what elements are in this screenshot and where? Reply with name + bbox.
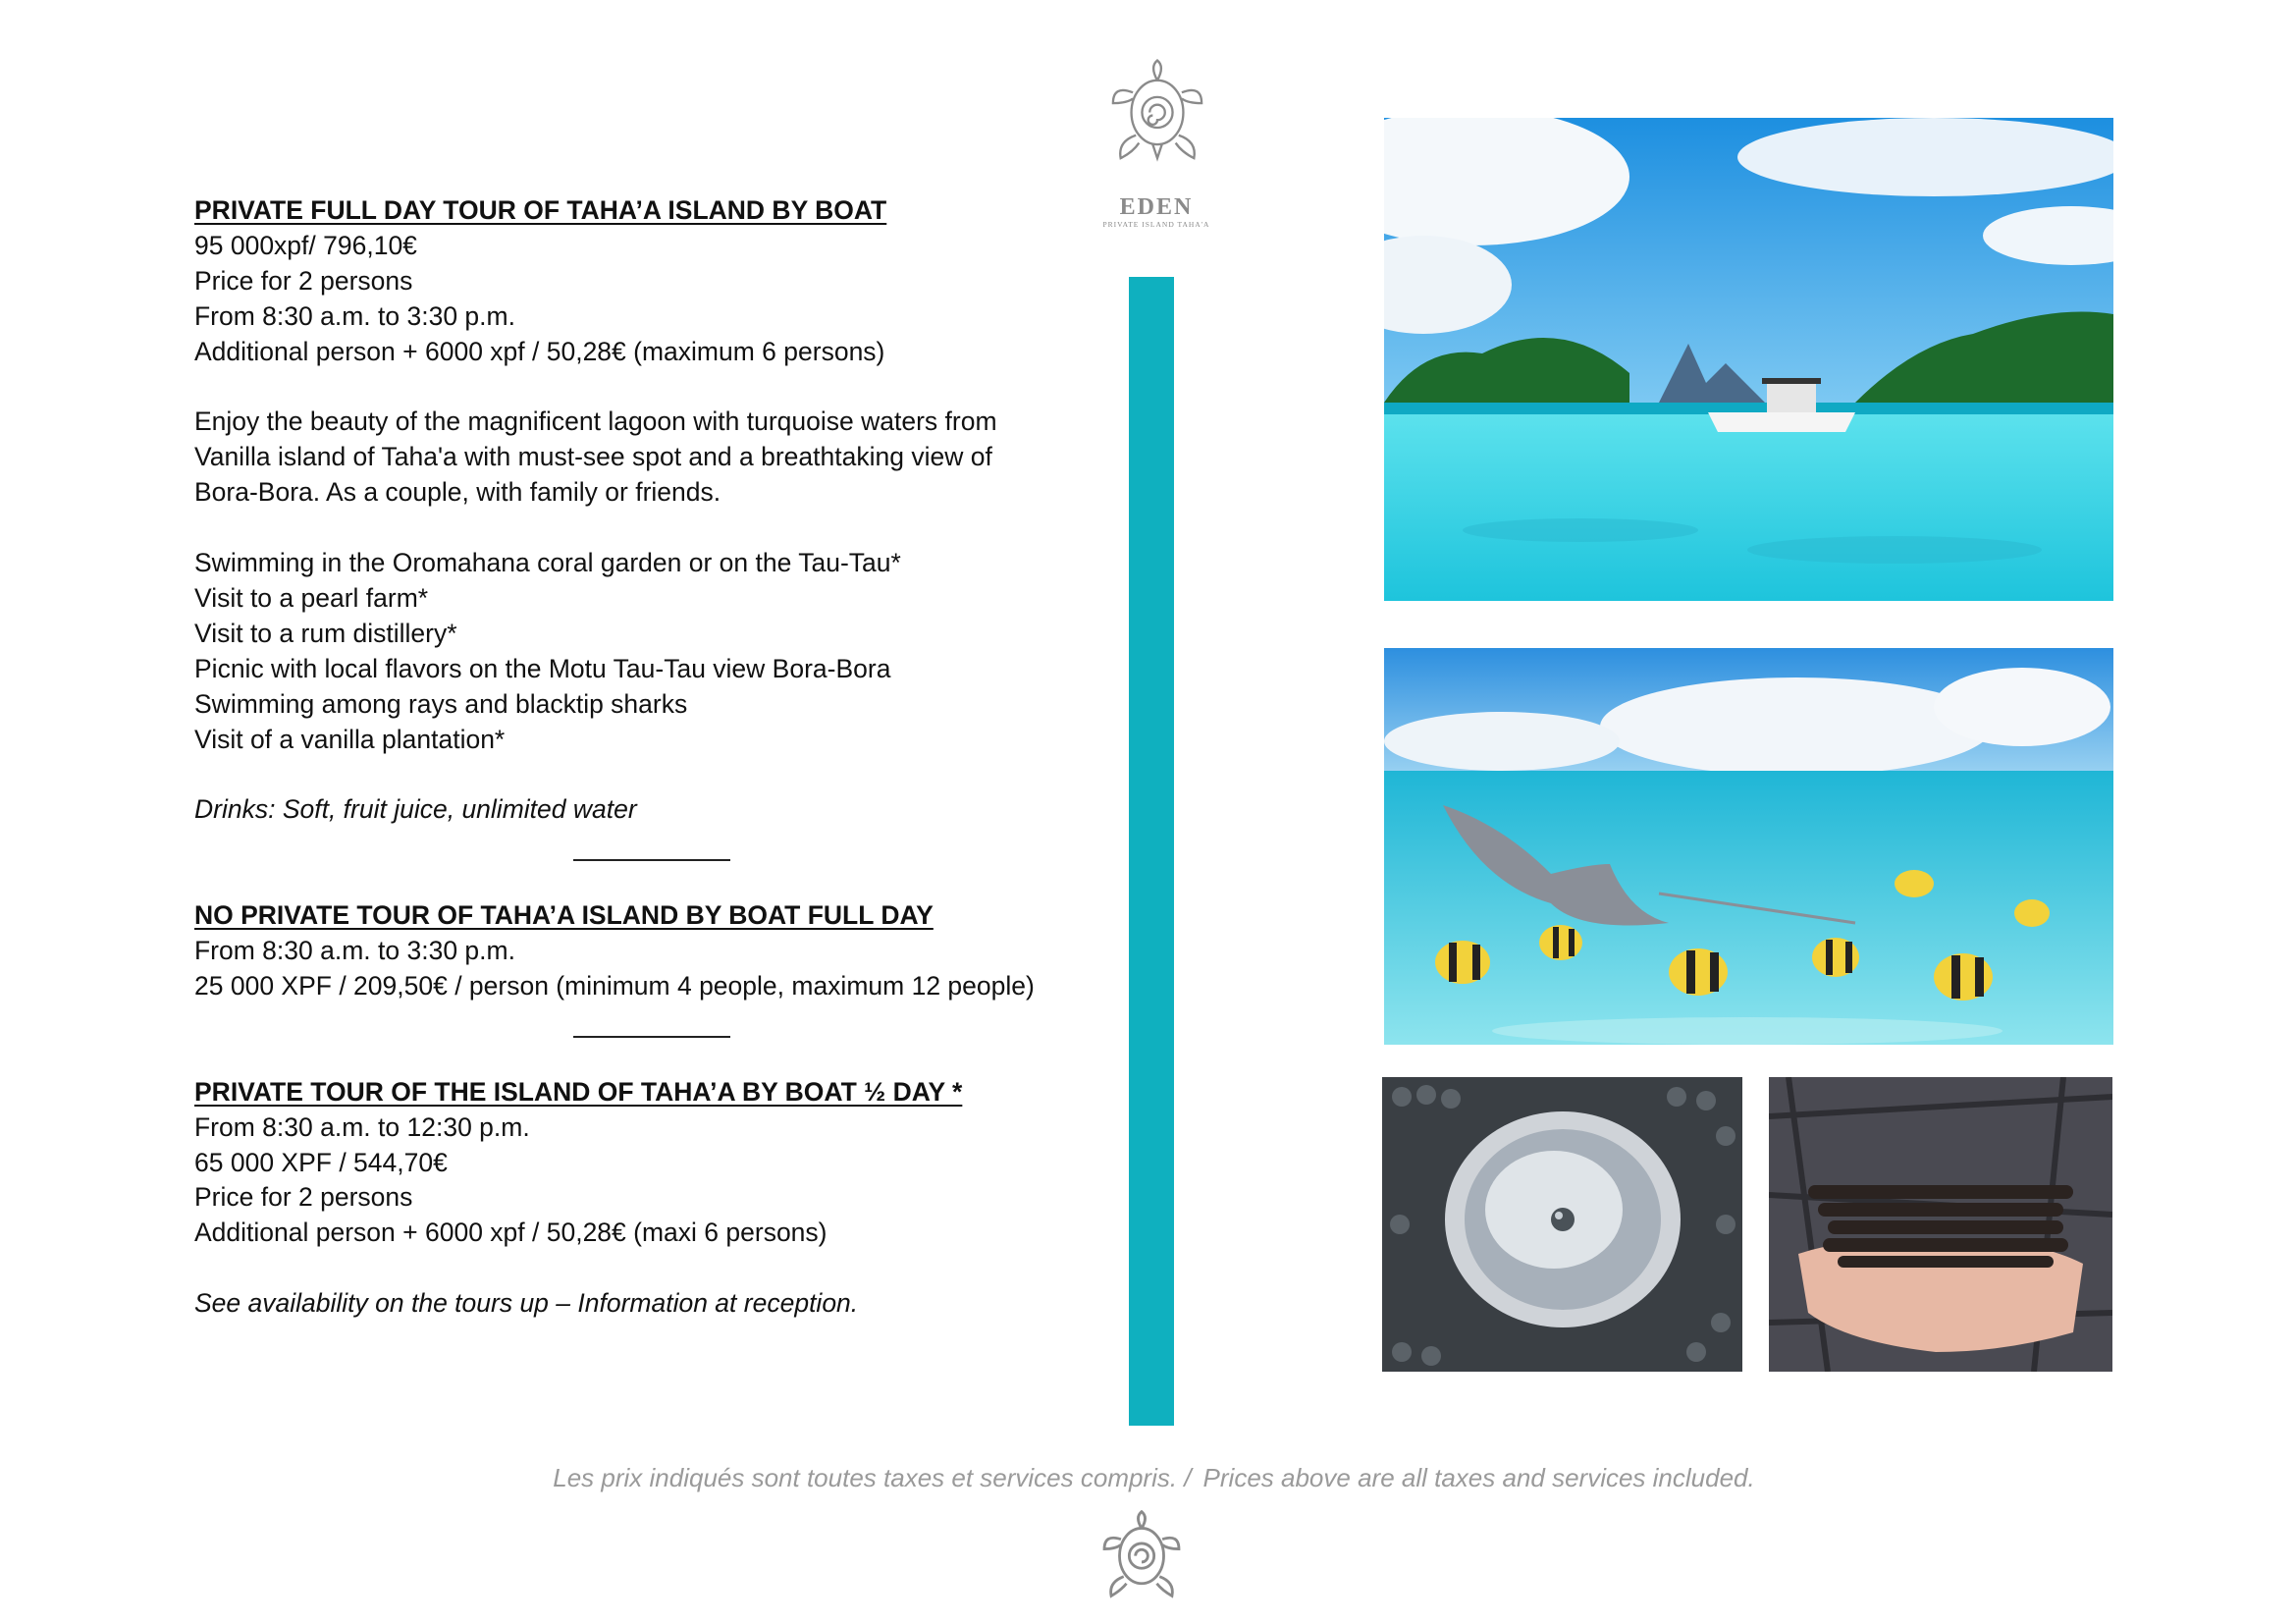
brand-subtitle: PRIVATE ISLAND TAHA'A (1102, 220, 1210, 229)
tour-full-day-title: PRIVATE FULL DAY TOUR OF TAHA’A ISLAND BY BOAT (194, 195, 887, 225)
turtle-logo-small-icon (1097, 1510, 1186, 1604)
description-line: Bora-Bora. As a couple, with family or friends. (194, 477, 721, 508)
tour-full-day-hours: From 8:30 a.m. to 3:30 p.m. (194, 300, 515, 331)
tour-half-day-additional: Additional person + 6000 xpf / 50,28€ (maxi 6 persons) (194, 1218, 828, 1248)
disclaimer-english: Prices above are all taxes and services included. (1202, 1463, 1755, 1492)
tour-half-day-price-for: Price for 2 persons (194, 1182, 413, 1213)
activity-item: Swimming among rays and blacktip sharks (194, 688, 688, 719)
section-separator (573, 1004, 730, 1038)
description-line: Vanilla island of Taha'a with must-see spot and a breathtaking view of (194, 442, 992, 472)
description-line: Enjoy the beauty of the magnificent lagoon with turquoise waters from (194, 406, 997, 437)
section-separator (573, 828, 730, 861)
lagoon-boat-photo (1384, 118, 2113, 601)
activity-item: Picnic with local flavors on the Motu Tau-Tau view Bora-Bora (194, 653, 891, 683)
availability-note: See availability on the tours up – Information at reception. (194, 1288, 859, 1319)
disclaimer-french: Les prix indiqués sont toutes taxes et services compris. / (553, 1463, 1192, 1492)
tour-shared-hours: From 8:30 a.m. to 3:30 p.m. (194, 936, 515, 966)
activity-item: Visit to a pearl farm* (194, 582, 429, 613)
tours-text (194, 193, 1078, 1322)
brand-name: EDEN (1119, 194, 1194, 220)
activity-item: Swimming in the Oromahana coral garden or on the Tau-Tau* (194, 548, 901, 578)
activity-item: Visit to a rum distillery* (194, 618, 457, 648)
tour-full-day-price-for: Price for 2 persons (194, 265, 413, 296)
price-disclaimer (0, 1463, 2296, 1493)
activity-item: Visit of a vanilla plantation* (194, 724, 506, 754)
vanilla-pods-photo (1769, 1077, 2112, 1372)
tour-full-day-price: 95 000xpf/ 796,10€ (194, 230, 417, 260)
tour-shared-title: NO PRIVATE TOUR OF TAHA’A ISLAND BY BOAT FULL DAY (194, 900, 934, 931)
accent-divider-bar (1129, 277, 1174, 1426)
stingray-fish-photo (1384, 648, 2113, 1045)
drinks-note: Drinks: Soft, fruit juice, unlimited water (194, 794, 637, 825)
tour-half-day-title: PRIVATE TOUR OF THE ISLAND OF TAHA’A BY BOAT ½ DAY * (194, 1076, 963, 1107)
tour-half-day-hours: From 8:30 a.m. to 12:30 p.m. (194, 1111, 530, 1142)
tour-shared-price: 25 000 XPF / 209,50€ / person (minimum 4 people, maximum 12 people) (194, 970, 1035, 1001)
tour-half-day-price: 65 000 XPF / 544,70€ (194, 1147, 448, 1177)
black-pearls-photo (1382, 1077, 1742, 1372)
tour-full-day-additional: Additional person + 6000 xpf / 50,28€ (maximum 6 persons) (194, 336, 885, 366)
